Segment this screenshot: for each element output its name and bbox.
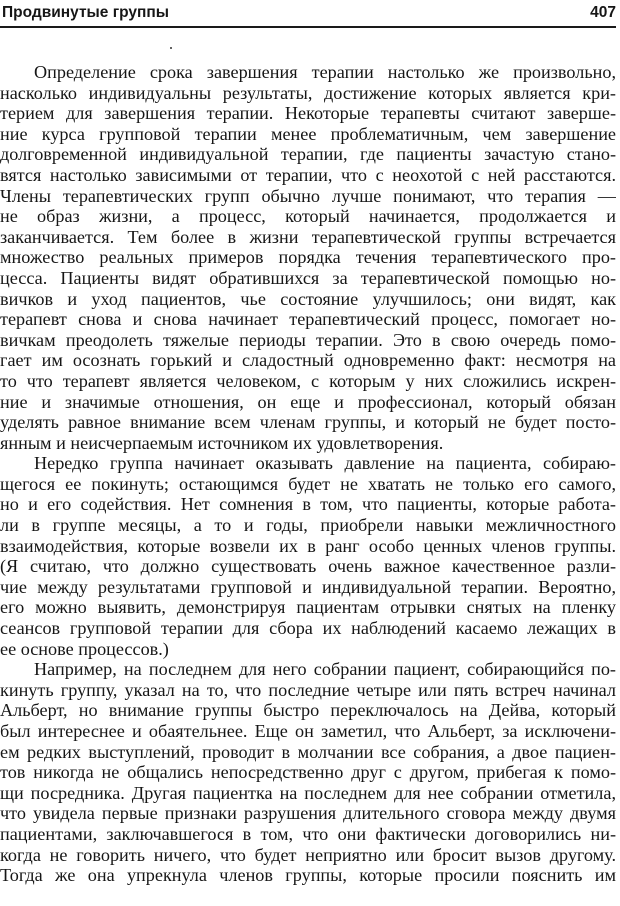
text-line: вичкам преодолеть тяжелые периоды терапии. Это в свою очередь помо- — [0, 329, 616, 350]
text-line: его можно выявить, демонстрируя пациентам отрывки снятых на пленку — [0, 597, 616, 618]
text-line: насколько индивидуальны результаты, достижение которых является кри- — [0, 82, 616, 103]
text-line: Нередко группа начинает оказывать давление на пациента, собираю- — [34, 453, 616, 474]
header-rule — [0, 26, 616, 28]
text-line: кинуть группу, указал на то, что последние четыре или пять встреч начинал — [0, 679, 616, 700]
text-line: взаимодействия, которые возвели их в ранг особо ценных членов группы. — [0, 535, 616, 556]
running-header — [2, 2, 616, 26]
text-line: ние и значимые отношения, он еще и профессионал, который обязан — [0, 391, 616, 412]
text-line: янным и неисчерпаемым источником их удовлетворения. — [0, 432, 444, 453]
text-line: тов никогда не общались непосредственно друг с другом, прибегая к помо- — [0, 762, 616, 783]
text-line: ли в группе месяцы, а то и годы, приобрели навыки межличностного — [0, 515, 616, 536]
text-line: чие между результатами групповой и индивидуальной терапии. Вероятно, — [0, 576, 616, 597]
text-line: Альберт, но внимание группы быстро переключалось на Дейва, который — [0, 700, 616, 721]
page-number: 407 — [590, 4, 616, 21]
text-line: щи посредника. Другая пациентка на последнем для нее собрании отметила, — [0, 782, 616, 803]
text-line: уделять равное внимание всем членам группы, и который не будет посто- — [0, 412, 616, 433]
text-line: гает им осознать горький и сладостный одновременно факт: несмотря на — [0, 350, 616, 371]
text-line: заканчивается. Тем более в жизни терапевтической группы встречается — [0, 226, 616, 247]
scan-speck — [170, 47, 172, 49]
text-line: что увидела первые признаки разрушения длительного сговора между двумя — [0, 803, 616, 824]
text-line: ее основе процессов.) — [0, 638, 169, 659]
text-line: когда не говорить ничего, что будет неприятно или бросит вызов другому. — [0, 844, 616, 865]
body-text — [0, 62, 616, 886]
text-line: Определение срока завершения терапии настолько же произвольно, — [34, 62, 616, 82]
text-line: то что терапевт является человеком, с которым у них сложились искрен- — [0, 370, 616, 391]
text-line: ние курса групповой терапии менее проблематичным, чем завершение — [0, 123, 616, 144]
text-line: пациентами, заключавшегося в том, что они фактически договорились ни- — [0, 823, 616, 844]
text-line: был интереснее и обаятельнее. Еще он заметил, что Альберт, за исключени- — [0, 721, 616, 741]
text-line: долговременной индивидуальной терапии, где пациенты зачастую стано- — [0, 144, 616, 165]
text-line: но и его содействия. Нет сомнения в том, что пациенты, которые работа- — [0, 494, 616, 515]
text-line: сеансов групповой терапии для сбора их наблюдений касаемо лежащих в — [0, 618, 616, 639]
text-line: ем редких выступлений, проводит в молчании все собрания, а двое пациен- — [0, 741, 616, 762]
text-line: терапевт снова и снова начинает терапевтический процесс, помогает но- — [0, 309, 616, 330]
text-line: (Я считаю, что должно существовать очень важное качественное разли- — [0, 556, 616, 577]
text-line: терием для завершения терапии. Некоторые терапевты считают заверше- — [0, 103, 616, 124]
text-line: Члены терапевтических групп обычно лучше понимают, что терапия — — [0, 185, 616, 206]
text-line: не образ жизни, а процесс, который начинается, продолжается и — [0, 206, 616, 227]
text-line: Например, на последнем для него собрании пациент, собирающийся по- — [34, 659, 616, 680]
text-line: Тогда же она упрекнула членов группы, которые просили пояснить им — [0, 865, 616, 886]
text-line: щегося ее покинуть; остающимся будет не хватать не только его самого, — [0, 473, 616, 494]
running-title: Продвинутые группы — [2, 4, 169, 21]
text-line: вятся настолько зависимыми от терапии, что с неохотой с ней расстаются. — [0, 164, 616, 185]
text-line: цесса. Пациенты видят обратившихся за терапевтической помощью но- — [0, 267, 616, 288]
text-line: множество реальных примеров порядка течения терапевтического про- — [0, 247, 616, 268]
text-line: вичков и уход пациентов, чье состояние улучшилось; они видят, как — [0, 288, 616, 309]
